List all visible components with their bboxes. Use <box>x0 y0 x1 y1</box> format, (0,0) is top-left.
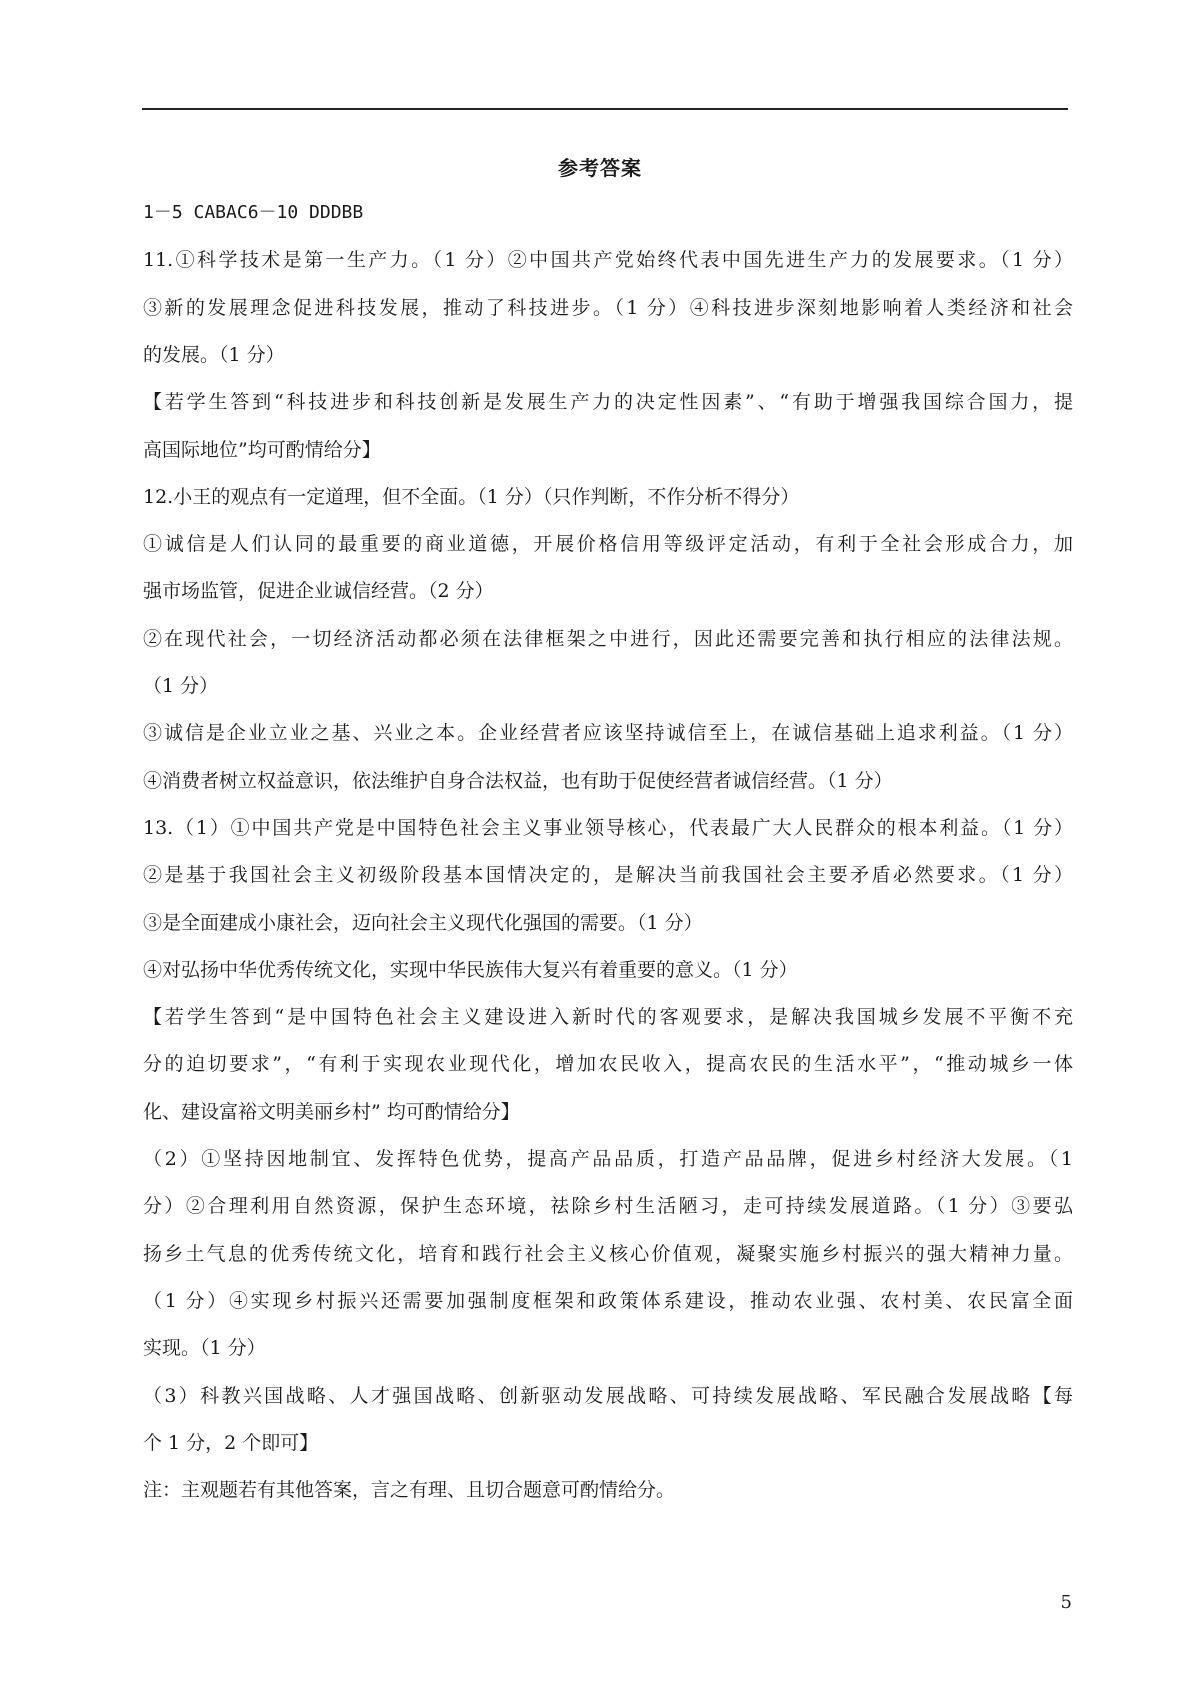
answer-line: 高国际地位”均可酌情给分】 <box>143 439 381 461</box>
answer-line: 11.①科学技术是第一生产力。（1 分）②中国共产党始终代表中国先进生产力的发展要求。（1 分） <box>143 249 1073 271</box>
answer-line: 1－5 CABAC6－10 DDDBB <box>143 202 364 223</box>
answer-line: 扬乡土气息的优秀传统文化，培育和践行社会主义核心价值观，凝聚实施乡村振兴的强大精神力量。 <box>143 1243 1073 1265</box>
answer-line: ④消费者树立权益意识，依法维护自身合法权益，也有助于促使经营者诚信经营。（1 分） <box>143 770 893 792</box>
answer-line: ③诚信是企业立业之基、兴业之本。企业经营者应该坚持诚信至上，在诚信基础上追求利益。（1 分） <box>143 722 1073 744</box>
answer-line: ③是全面建成小康社会，迈向社会主义现代化强国的需要。（1 分） <box>143 912 703 934</box>
page-number: 5 <box>1060 1592 1072 1613</box>
answer-line: 12.小王的观点有一定道理，但不全面。（1 分）（只作判断，不作分析不得分） <box>143 486 800 508</box>
answer-line: 个 1 分，2 个即可】 <box>143 1432 319 1454</box>
answer-line: ①诚信是人们认同的最重要的商业道德，开展价格信用等级评定活动，有利于全社会形成合力，加 <box>143 533 1073 555</box>
answer-line: 强市场监管，促进企业诚信经营。（2 分） <box>143 580 494 602</box>
answer-line: （1 分）④实现乡村振兴还需要加强制度框架和政策体系建设，推动农业强、农村美、农民富全面 <box>143 1290 1073 1312</box>
header-rule <box>142 108 1068 110</box>
answer-line: ④对弘扬中华优秀传统文化，实现中华民族伟大复兴有着重要的意义。（1 分） <box>143 959 798 981</box>
answer-line: ②在现代社会，一切经济活动都必须在法律框架之中进行，因此还需要完善和执行相应的法律法规。 <box>143 628 1073 650</box>
answer-line: 【若学生答到“是中国特色社会主义建设进入新时代的客观要求，是解决我国城乡发展不平衡不充 <box>143 1006 1073 1028</box>
answer-line: 分）②合理利用自然资源，保护生态环境，祛除乡村生活陋习，走可持续发展道路。（1 分）③要弘 <box>143 1195 1073 1217</box>
answer-line: （3）科教兴国战略、人才强国战略、创新驱动发展战略、可持续发展战略、军民融合发展战略【每 <box>143 1385 1073 1407</box>
answer-line: 分的迫切要求”，“有利于实现农业现代化，增加农民收入，提高农民的生活水平”，“推动城乡一体 <box>143 1053 1073 1075</box>
answer-line: （1 分） <box>143 675 219 697</box>
answer-line: （2）①坚持因地制宜、发挥特色优势，提高产品品质，打造产品品牌，促进乡村经济大发展。（1 <box>143 1148 1073 1170</box>
answer-line: ②是基于我国社会主义初级阶段基本国情决定的，是解决当前我国社会主要矛盾必然要求。（1 分） <box>143 864 1073 886</box>
answer-line: 13.（1）①中国共产党是中国特色社会主义事业领导核心，代表最广大人民群众的根本利益。（1 分） <box>143 817 1073 839</box>
answer-line: 实现。（1 分） <box>143 1337 266 1359</box>
answer-line: 【若学生答到“科技进步和科技创新是发展生产力的决定性因素”、“有助于增强我国综合国力，提 <box>143 391 1073 413</box>
answer-line: 的发展。（1 分） <box>143 344 285 366</box>
answer-line: 注：主观题若有其他答案，言之有理、且切合题意可酌情给分。 <box>143 1479 676 1501</box>
answer-line: ③新的发展理念促进科技发展，推动了科技进步。（1 分）④科技进步深刻地影响着人类经济和社会 <box>143 297 1073 319</box>
answer-line: 化、建设富裕文明美丽乡村” 均可酌情给分】 <box>143 1101 520 1123</box>
page-title: 参考答案 <box>558 156 642 180</box>
